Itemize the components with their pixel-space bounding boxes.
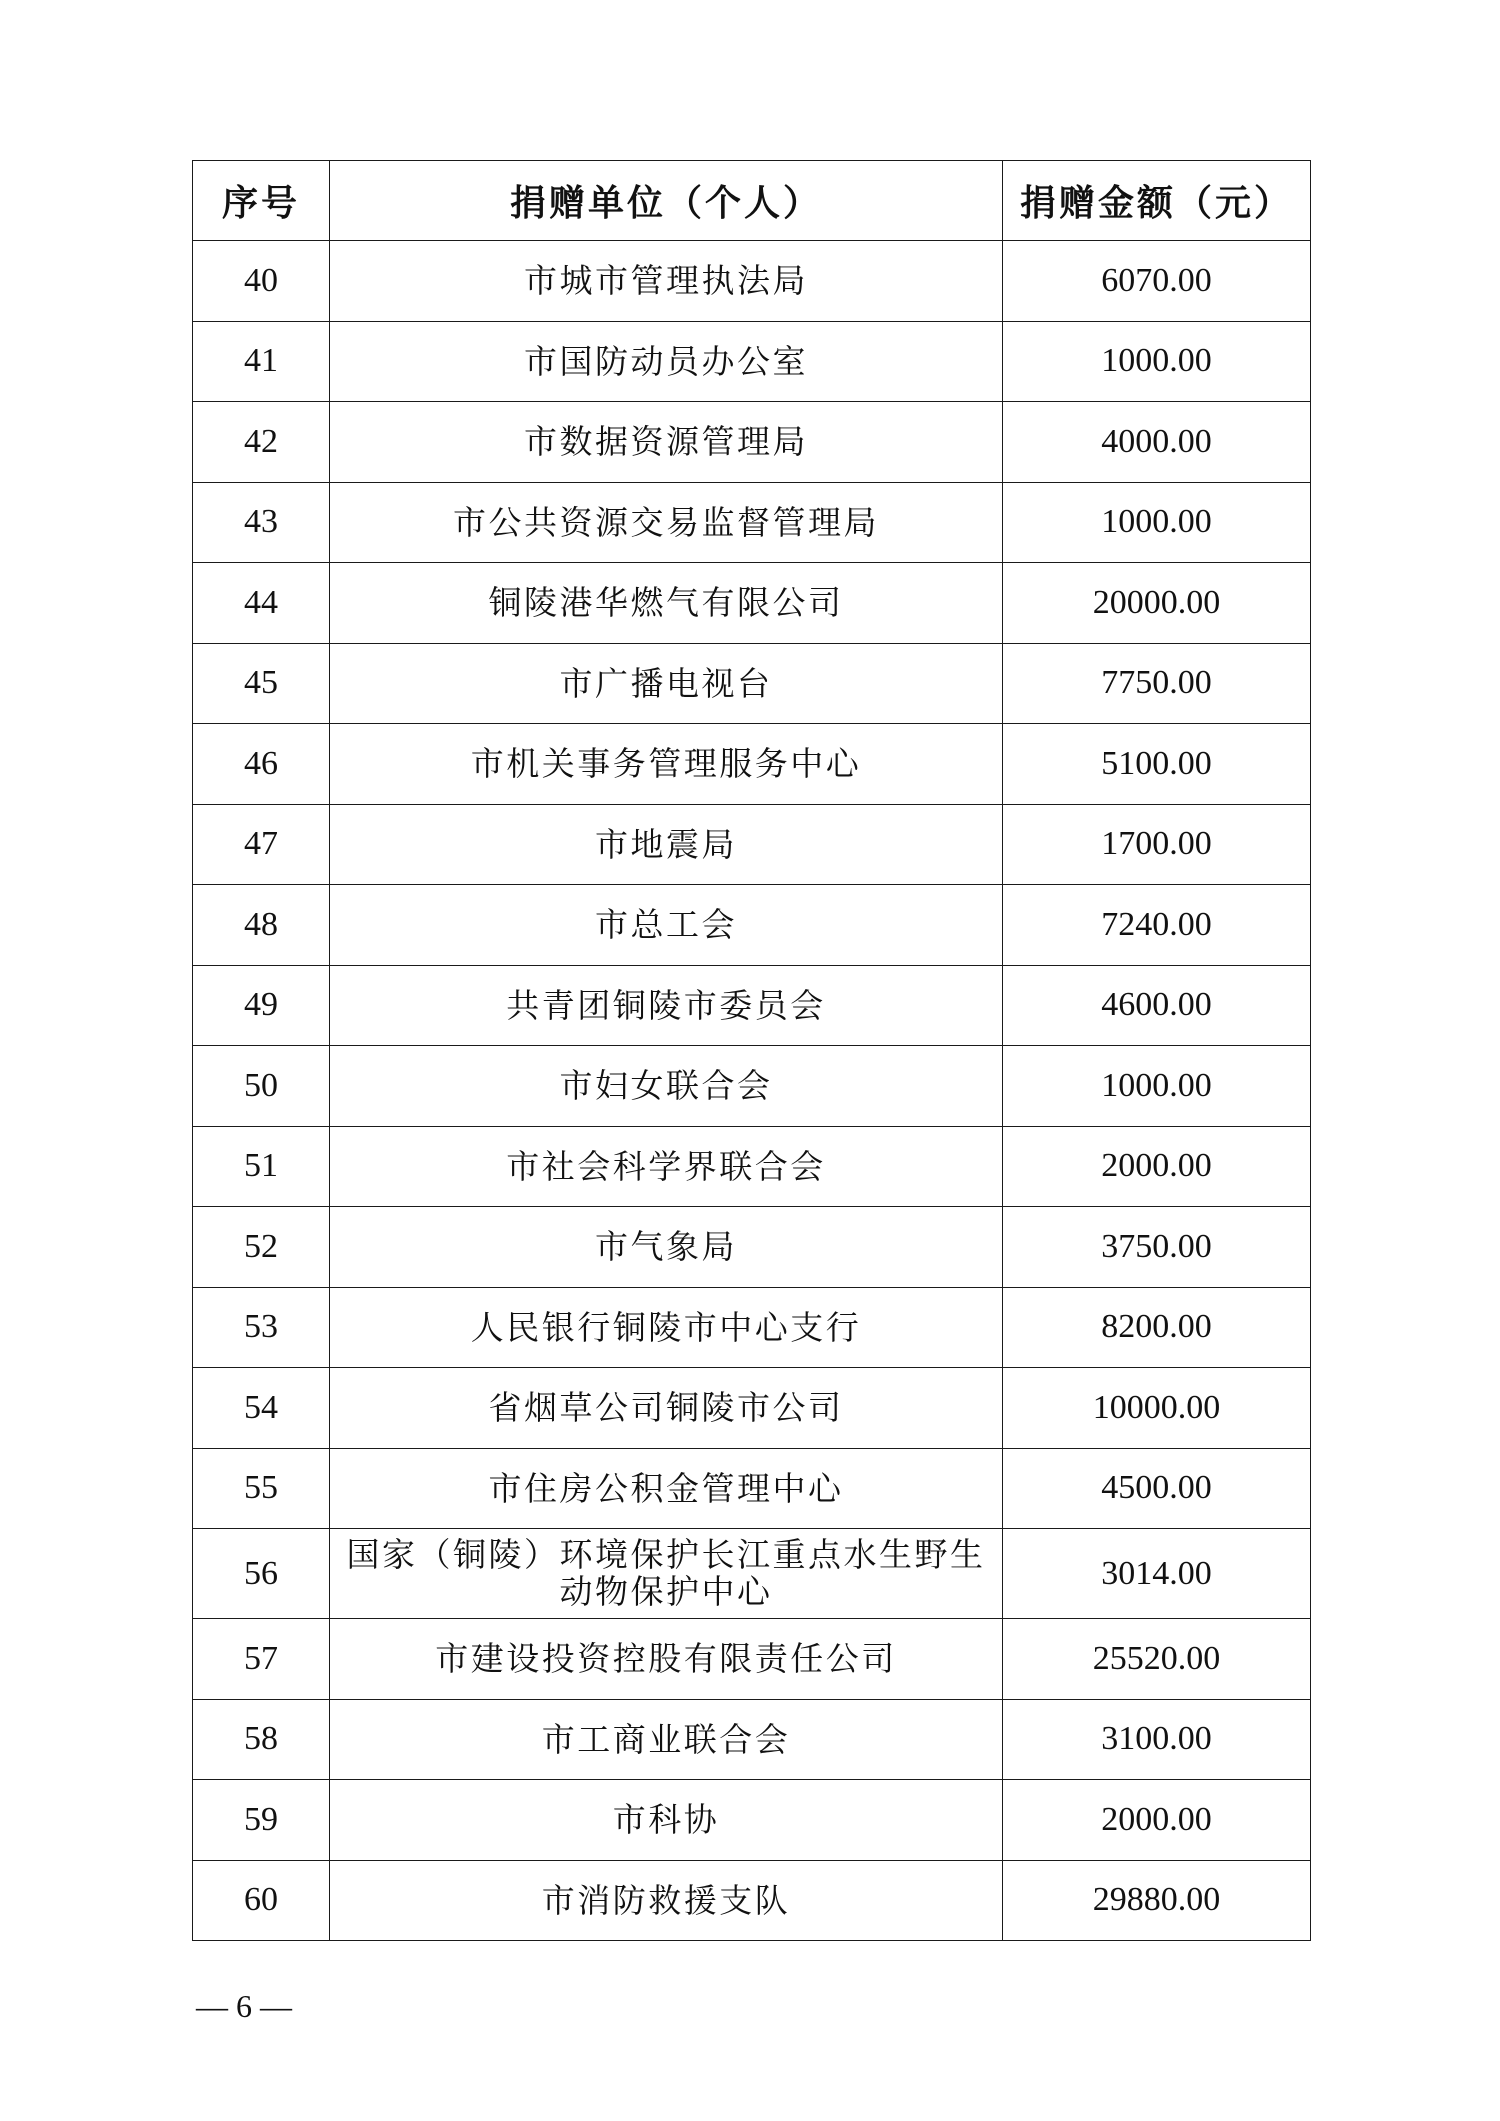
serial-number-cell xyxy=(193,321,330,402)
donor-name-cell xyxy=(330,482,1003,563)
donation-amount-text: 4000.00 xyxy=(1101,422,1212,460)
donation-amount-text: 6070.00 xyxy=(1101,261,1212,299)
donation-amount-cell xyxy=(1003,1448,1311,1529)
donor-name-text: 市数据资源管理局 xyxy=(524,422,808,462)
donor-name-cell xyxy=(330,1207,1003,1288)
donation-amount-text: 5100.00 xyxy=(1101,744,1212,782)
donor-name-text: 市社会科学界联合会 xyxy=(506,1146,826,1186)
serial-number-text: 49 xyxy=(244,986,278,1024)
table-row xyxy=(193,1126,1311,1207)
donation-amount-cell xyxy=(1003,1046,1311,1127)
donor-name-cell xyxy=(330,1287,1003,1368)
table-body xyxy=(193,241,1311,1941)
donor-name-cell xyxy=(330,241,1003,322)
donor-name-cell xyxy=(330,724,1003,805)
donor-name-cell xyxy=(330,1448,1003,1529)
serial-number-cell xyxy=(193,885,330,966)
serial-number-text: 59 xyxy=(244,1800,278,1838)
serial-number-cell xyxy=(193,1699,330,1780)
serial-number-text: 58 xyxy=(244,1720,278,1758)
donation-amount-cell xyxy=(1003,804,1311,885)
donation-amount-cell xyxy=(1003,321,1311,402)
table-row xyxy=(193,1860,1311,1941)
donation-amount-cell xyxy=(1003,724,1311,805)
donation-amount-text: 3014.00 xyxy=(1101,1554,1212,1592)
serial-number-cell xyxy=(193,241,330,322)
donor-name-cell xyxy=(330,1126,1003,1207)
serial-number-text: 52 xyxy=(244,1227,278,1265)
serial-number-cell xyxy=(193,724,330,805)
donor-name-text: 市总工会 xyxy=(595,905,737,945)
serial-number-text: 54 xyxy=(244,1388,278,1426)
donor-name-text: 省烟草公司铜陵市公司 xyxy=(488,1388,844,1428)
header-donation-amount: 捐赠金额（元） xyxy=(1003,161,1311,241)
donor-name-text: 市住房公积金管理中心 xyxy=(488,1468,844,1508)
donation-amount-cell xyxy=(1003,563,1311,644)
donation-amount-text: 25520.00 xyxy=(1092,1639,1221,1677)
serial-number-text: 42 xyxy=(244,422,278,460)
donation-amount-text: 2000.00 xyxy=(1101,1800,1212,1838)
table-row xyxy=(193,1699,1311,1780)
donor-name-cell xyxy=(330,804,1003,885)
table-row xyxy=(193,1529,1311,1619)
table-row xyxy=(193,563,1311,644)
table-row xyxy=(193,402,1311,483)
donor-name-cell xyxy=(330,1368,1003,1449)
serial-number-text: 57 xyxy=(244,1639,278,1677)
serial-number-text: 40 xyxy=(244,261,278,299)
donor-name-cell xyxy=(330,402,1003,483)
serial-number-text: 51 xyxy=(244,1147,278,1185)
donation-amount-cell xyxy=(1003,1287,1311,1368)
donor-name-cell xyxy=(330,563,1003,644)
donation-amount-text: 20000.00 xyxy=(1092,583,1221,621)
donor-name-text: 市城市管理执法局 xyxy=(524,261,808,301)
serial-number-cell xyxy=(193,1126,330,1207)
serial-number-cell xyxy=(193,1860,330,1941)
serial-number-cell xyxy=(193,804,330,885)
serial-number-cell xyxy=(193,402,330,483)
donor-name-text: 铜陵港华燃气有限公司 xyxy=(488,583,844,623)
serial-number-text: 50 xyxy=(244,1066,278,1104)
donor-name-text: 市机关事务管理服务中心 xyxy=(470,744,862,784)
donor-name-text: 人民银行铜陵市中心支行 xyxy=(470,1307,862,1347)
table-row xyxy=(193,1368,1311,1449)
donor-name-cell xyxy=(330,1529,1003,1619)
donation-amount-text: 1700.00 xyxy=(1101,825,1212,863)
serial-number-cell xyxy=(193,1619,330,1700)
serial-number-text: 41 xyxy=(244,342,278,380)
serial-number-cell xyxy=(193,1780,330,1861)
donor-name-cell xyxy=(330,1619,1003,1700)
donor-name-text: 市工商业联合会 xyxy=(541,1719,791,1759)
donation-amount-cell xyxy=(1003,1860,1311,1941)
donation-amount-text: 3750.00 xyxy=(1101,1227,1212,1265)
serial-number-text: 56 xyxy=(244,1554,278,1592)
header-row xyxy=(193,161,1311,241)
table-row xyxy=(193,1287,1311,1368)
header-donor: 捐赠单位（个人） xyxy=(330,161,1003,241)
donation-amount-text: 7750.00 xyxy=(1101,664,1212,702)
table-row xyxy=(193,482,1311,563)
serial-number-text: 44 xyxy=(244,583,278,621)
donation-amount-cell xyxy=(1003,402,1311,483)
table-row xyxy=(193,241,1311,322)
serial-number-cell xyxy=(193,1287,330,1368)
table-row xyxy=(193,1619,1311,1700)
donor-name-cell xyxy=(330,1860,1003,1941)
serial-number-text: 55 xyxy=(244,1469,278,1507)
serial-number-cell xyxy=(193,1529,330,1619)
donor-name-text: 市妇女联合会 xyxy=(559,1066,773,1106)
table-row xyxy=(193,643,1311,724)
donation-amount-cell xyxy=(1003,1207,1311,1288)
donor-name-text: 共青团铜陵市委员会 xyxy=(506,985,826,1025)
donor-name-text: 市消防救援支队 xyxy=(541,1880,791,1920)
donation-amount-text: 29880.00 xyxy=(1092,1881,1221,1919)
serial-number-cell xyxy=(193,1448,330,1529)
serial-number-text: 48 xyxy=(244,905,278,943)
donation-amount-text: 4600.00 xyxy=(1101,986,1212,1024)
header-serial-number: 序号 xyxy=(193,161,330,241)
donor-name-cell xyxy=(330,1780,1003,1861)
donation-amount-text: 8200.00 xyxy=(1101,1308,1212,1346)
donation-amount-text: 4500.00 xyxy=(1101,1469,1212,1507)
serial-number-text: 47 xyxy=(244,825,278,863)
donation-amount-text: 3100.00 xyxy=(1101,1720,1212,1758)
donor-name-text: 市地震局 xyxy=(595,824,737,864)
donation-amount-text: 1000.00 xyxy=(1101,1066,1212,1104)
donation-table xyxy=(192,160,1311,1941)
serial-number-text: 43 xyxy=(244,503,278,541)
donor-name-cell xyxy=(330,321,1003,402)
serial-number-text: 45 xyxy=(244,664,278,702)
table-row xyxy=(193,885,1311,966)
serial-number-cell xyxy=(193,563,330,644)
serial-number-cell xyxy=(193,643,330,724)
serial-number-cell xyxy=(193,1046,330,1127)
serial-number-cell xyxy=(193,1368,330,1449)
donation-amount-text: 1000.00 xyxy=(1101,503,1212,541)
donor-name-cell xyxy=(330,643,1003,724)
page-number: — 6 — xyxy=(196,1988,292,2024)
donation-amount-cell xyxy=(1003,885,1311,966)
donation-amount-cell xyxy=(1003,241,1311,322)
table-header xyxy=(193,161,1311,241)
donation-amount-text: 10000.00 xyxy=(1092,1388,1221,1426)
donor-name-text: 市国防动员办公室 xyxy=(524,341,808,381)
donation-amount-cell xyxy=(1003,1368,1311,1449)
table-row xyxy=(193,1046,1311,1127)
donor-name-cell xyxy=(330,885,1003,966)
donor-name-cell xyxy=(330,965,1003,1046)
table-row xyxy=(193,1780,1311,1861)
serial-number-cell xyxy=(193,965,330,1046)
donation-amount-cell xyxy=(1003,482,1311,563)
donor-name-text: 市公共资源交易监督管理局 xyxy=(453,502,879,542)
serial-number-cell xyxy=(193,1207,330,1288)
table-row xyxy=(193,1448,1311,1529)
table-row xyxy=(193,965,1311,1046)
donation-amount-text: 7240.00 xyxy=(1101,905,1212,943)
serial-number-text: 60 xyxy=(244,1881,278,1919)
donation-amount-cell xyxy=(1003,1619,1311,1700)
serial-number-text: 46 xyxy=(244,744,278,782)
donor-name-cell xyxy=(330,1699,1003,1780)
donor-name-text: 市科协 xyxy=(612,1800,720,1840)
donor-name-text: 市气象局 xyxy=(595,1227,737,1267)
donor-name-cell xyxy=(330,1046,1003,1127)
donation-amount-cell xyxy=(1003,1780,1311,1861)
donation-amount-text: 2000.00 xyxy=(1101,1147,1212,1185)
donor-name-text: 国家（铜陵）环境保护长江重点水生野生动物保护中心 xyxy=(346,1535,986,1611)
donor-name-text: 市广播电视台 xyxy=(559,663,773,703)
donation-amount-cell xyxy=(1003,643,1311,724)
donation-amount-cell xyxy=(1003,1126,1311,1207)
donation-amount-cell xyxy=(1003,1699,1311,1780)
donation-amount-cell xyxy=(1003,1529,1311,1619)
donor-name-text: 市建设投资控股有限责任公司 xyxy=(435,1639,897,1679)
table-row xyxy=(193,1207,1311,1288)
table-row xyxy=(193,321,1311,402)
serial-number-text: 53 xyxy=(244,1308,278,1346)
table-row xyxy=(193,724,1311,805)
serial-number-cell xyxy=(193,482,330,563)
donation-amount-cell xyxy=(1003,965,1311,1046)
donation-amount-text: 1000.00 xyxy=(1101,342,1212,380)
table-row xyxy=(193,804,1311,885)
